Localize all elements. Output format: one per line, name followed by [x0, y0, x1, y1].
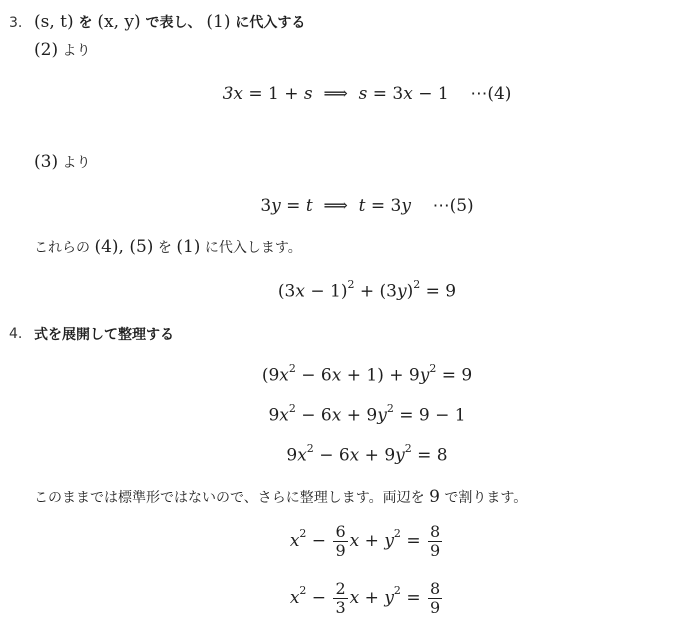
equation-fraction-1: $x^2$ − $\frac{6}{9}$ $x + y^2$ = $\frac{8}{9}$: [289, 522, 441, 560]
text: これらの: [34, 240, 90, 256]
text: に代入します。: [204, 240, 302, 256]
sub-text: より: [62, 155, 91, 171]
equation-4: 3x = 1 + s ⟹ s = 3x − 1 ⋯(4): [222, 84, 512, 104]
equation-expand-1: $(9x^2 - 6x + 1) + 9y^2 = 9$: [261, 362, 473, 386]
text: このままでは標準形ではないので、さらに整理します。両辺を: [34, 490, 425, 506]
math-ref: 9: [429, 487, 440, 507]
fraction: $\frac{6}{9}$: [335, 522, 346, 560]
fraction: $\frac{2}{3}$: [335, 579, 346, 617]
fraction: $\frac{8}{9}$: [429, 522, 441, 560]
step-4-heading: 式を展開して整理する: [34, 327, 174, 343]
equation-expand-2: $9x^2 - 6x + 9y^2 = 9 - 1$: [268, 402, 466, 426]
math-ref: (1): [176, 237, 201, 257]
math-ref: (3): [34, 152, 59, 172]
sub-label-2: [34, 40, 91, 60]
equation-fraction-2: $x^2$ − $\frac{2}{3}$ $x + y^2$ = $\frac{8}{9}$: [289, 579, 441, 617]
sub-text: より: [62, 43, 91, 59]
heading-math-1: (1): [206, 12, 231, 32]
substitute-text: [34, 237, 302, 257]
step-3-heading: [34, 12, 305, 32]
text: を: [157, 240, 172, 256]
heading-text: を: [78, 15, 93, 31]
equation-expand-3: $9x^2 - 6x + 9y^2 = 8$: [286, 442, 448, 466]
fraction: $\frac{8}{9}$: [429, 579, 441, 617]
math-ref: (4), (5): [94, 237, 154, 257]
heading-math-st: (s, t): [34, 12, 74, 32]
note-text: [34, 487, 527, 507]
heading-math-xy: (x, y): [97, 12, 141, 32]
equation-substituted: $(3x - 1)^2 + (3y)^2 = 9$: [277, 278, 457, 302]
math-ref: (2): [34, 40, 59, 60]
step-4-number: 4.: [9, 326, 23, 342]
step-3-number: 3.: [9, 15, 23, 31]
equation-5: 3y = t ⟹ t = 3y ⋯(5): [260, 196, 474, 216]
sub-label-3: [34, 152, 91, 172]
heading-text: で表し、: [145, 15, 202, 31]
text: で割ります。: [444, 490, 528, 506]
heading-text: に代入する: [235, 15, 306, 31]
